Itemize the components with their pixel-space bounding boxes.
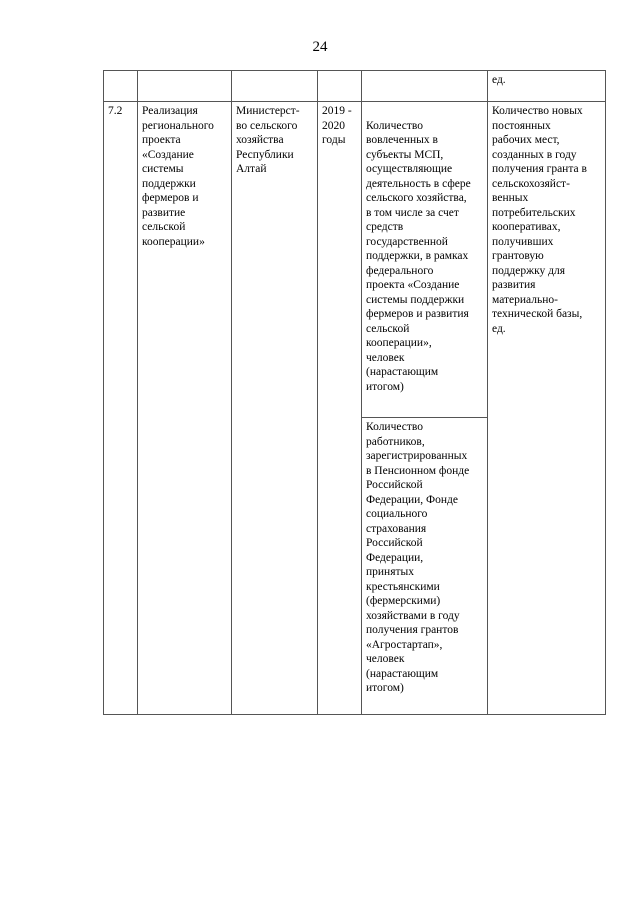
cell-period [318, 71, 362, 102]
cell-number [104, 71, 138, 102]
result-indicator: Количество новых постоянных рабочих мест, созданных в году получения гранта в сельскохозяйст- венных потребительских кооперативах, получивших грантовую поддержку для развития материально- технической базы, ед. [488, 102, 606, 715]
table-row-7-2 [104, 102, 606, 715]
project-name: Реализация регионального проекта «Создание системы поддержки фермеров и развитие сельской кооперации» [138, 102, 232, 715]
page-number: 24 [312, 39, 328, 55]
table-row-continued [104, 71, 606, 102]
cell-indicator [362, 71, 488, 102]
row-number: 7.2 [104, 102, 138, 715]
cell-executor [232, 71, 318, 102]
indicator-msp: Количество вовлеченных в субъекты МСП, осуществляющие деятельность в сфере сельского хозяйства, в том числе за счет средств государственной поддержки, в рамках федерального проекта «Создание системы поддержки фермеров и развития сельской кооперации», человек (нарастающим итогом) [366, 119, 471, 393]
executor: Министерст- во сельского хозяйства Республики Алтай [232, 102, 318, 715]
period: 2019 - 2020 годы [318, 102, 362, 715]
cell-project [138, 71, 232, 102]
cell-result: ед. [488, 71, 606, 102]
program-table [103, 70, 606, 715]
indicators-cell [362, 102, 488, 715]
indicator-workers: Количество работников, зарегистрированных в Пенсионном фонде Российской Федерации, Фонде социального страхования Российской Федерации, принятых крестьянскими (фермерскими) хозяйствами в году получения грантов «Агростартап», человек (нарастающим итогом) [362, 417, 487, 700]
